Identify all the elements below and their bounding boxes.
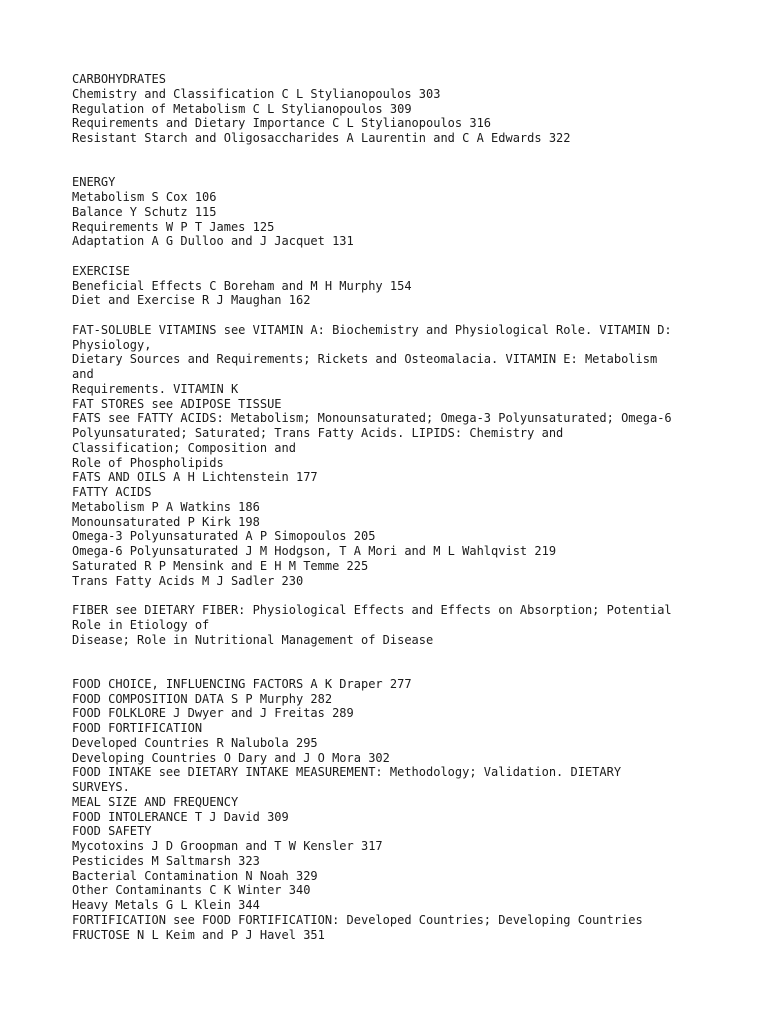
text-line: Developing Countries O Dary and J O Mora 302 [72,750,390,765]
text-line: Resistant Starch and Oligosaccharides A Laurentin and C A Edwards 322 [72,131,571,145]
text-line: SURVEYS. [72,780,130,794]
text-line: FAT STORES see ADIPOSE TISSUE [72,396,282,411]
text-line: Metabolism S Cox 106 [72,190,217,204]
text-line: Physiology, [72,337,152,352]
text-line [72,662,712,677]
text-line: FATS AND OILS A H Lichtenstein 177 [72,470,318,485]
text-line: Saturated R P Mensink and E H M Temme 225 [72,558,369,573]
text-line: FORTIFICATION see FOOD FORTIFICATION: Developed Countries; Developing Countries [72,912,643,927]
text-line: Developed Countries R Nalubola 295 [72,735,318,750]
text-line: Role of Phospholipids [72,455,224,470]
text-line: FOOD FORTIFICATION [72,721,203,735]
text-line: CARBOHYDRATES [72,72,166,86]
text-line: Bacterial Contamination N Noah 329 [72,868,318,883]
text-line: Trans Fatty Acids M J Sadler 230 [72,573,304,588]
text-line: FOOD SAFETY [72,824,152,839]
text-line: Dietary Sources and Requirements; Rickets and Osteomalacia. VITAMIN E: Metabolism [72,352,658,367]
text-line: EXERCISE [72,263,130,278]
document-page [72,72,712,942]
text-line [72,161,712,176]
text-line: Requirements and Dietary Importance C L Stylianopoulos 316 [72,116,492,131]
text-line: Polyunsaturated; Saturated; Trans Fatty Acids. LIPIDS: Chemistry and [72,426,564,440]
text-line: ENERGY [72,175,116,190]
text-line: Classification; Composition and [72,440,296,455]
text-line: FRUCTOSE N L Keim and P J Havel 351 [72,927,325,942]
text-line: Omega-3 Polyunsaturated A P Simopoulos 205 [72,529,376,544]
text-line: Requirements W P T James 125 [72,219,275,234]
text-line [72,647,712,662]
text-line: Metabolism P A Watkins 186 [72,499,260,514]
text-line: Disease; Role in Nutritional Management of Disease [72,632,434,647]
text-line: FATTY ACIDS [72,485,152,499]
text-line: FOOD FOLKLORE J Dwyer and J Freitas 289 [72,706,354,721]
text-line: FIBER see DIETARY FIBER: Physiological Effects and Effects on Absorption; Potential [72,603,672,617]
text-line: Mycotoxins J D Groopman and T W Kensler 317 [72,839,383,853]
text-line: FOOD COMPOSITION DATA S P Murphy 282 [72,691,333,706]
text-line: FATS see FATTY ACIDS: Metabolism; Monounsaturated; Omega-3 Polyunsaturated; Omega-6 [72,411,672,426]
text-line: Pesticides M Saltmarsh 323 [72,853,260,868]
text-line [72,308,712,323]
text-line: FAT-SOLUBLE VITAMINS see VITAMIN A: Biochemistry and Physiological Role. VITAMIN D: [72,322,672,337]
text-line: Regulation of Metabolism C L Stylianopoulos 309 [72,101,412,116]
text-line: Omega-6 Polyunsaturated J M Hodgson, T A Mori and M L Wahlqvist 219 [72,544,557,558]
text-line: Heavy Metals G L Klein 344 [72,898,260,912]
text-line: Diet and Exercise R J Maughan 162 [72,293,311,308]
text-line: Adaptation A G Dulloo and J Jacquet 131 [72,234,354,249]
text-line: MEAL SIZE AND FREQUENCY [72,794,239,809]
text-line: Beneficial Effects C Boreham and M H Murphy 154 [72,278,412,293]
text-line [72,249,712,264]
text-line: Balance Y Schutz 115 [72,204,217,219]
text-line [72,588,712,603]
text-line: and [72,367,94,381]
text-line: Role in Etiology of [72,617,210,632]
text-line: FOOD INTAKE see DIETARY INTAKE MEASUREMENT: Methodology; Validation. DIETARY [72,765,622,780]
text-line: Other Contaminants C K Winter 340 [72,883,311,898]
text-line: FOOD INTOLERANCE T J David 309 [72,809,289,824]
text-line: FOOD CHOICE, INFLUENCING FACTORS A K Draper 277 [72,676,412,691]
text-line [72,146,712,161]
text-line: Chemistry and Classification C L Stylianopoulos 303 [72,86,441,101]
text-line: Requirements. VITAMIN K [72,381,239,396]
text-line: Monounsaturated P Kirk 198 [72,514,260,529]
